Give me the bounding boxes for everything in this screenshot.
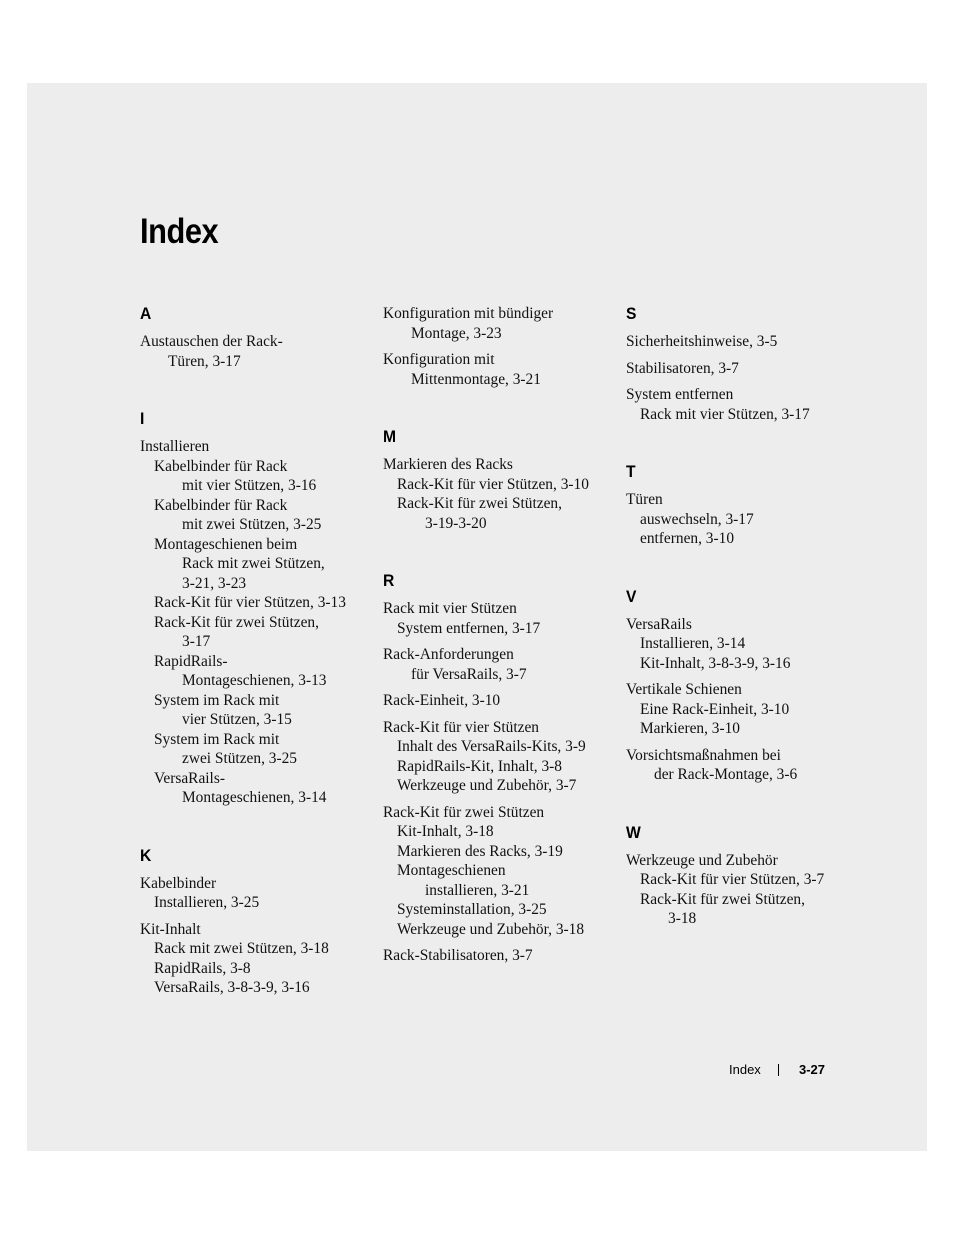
index-subterm: Rack mit vier Stützen, 3-17 — [640, 405, 810, 423]
index-subterm: installieren, 3-21 — [425, 881, 530, 899]
index-entry — [383, 455, 613, 533]
index-subterm: mit vier Stützen, 3-16 — [182, 477, 317, 494]
index-subterm: Systeminstallation, 3-25 — [397, 901, 547, 918]
index-term: Kit-Inhalt — [140, 920, 201, 938]
index-column-3 — [626, 304, 866, 936]
index-subterm: Installieren, 3-25 — [154, 894, 260, 911]
index-subterm: VersaRails- — [154, 769, 225, 787]
footer-divider — [778, 1064, 779, 1076]
footer-page-number: 3-27 — [799, 1062, 826, 1077]
index-subterm: Rack-Kit für vier Stützen, 3-7 — [640, 871, 825, 888]
index-subterm: 3-17 — [182, 633, 211, 650]
index-term: Installieren — [140, 438, 210, 455]
index-subterm: Rack-Kit für zwei Stützen, — [397, 495, 562, 512]
index-subterm: 3-18 — [668, 910, 697, 927]
index-entry — [140, 874, 370, 913]
page-title: Index — [140, 212, 219, 251]
index-term: Rack-Kit für zwei Stützen — [383, 803, 545, 821]
index-subterm: zwei Stützen, 3-25 — [182, 750, 297, 767]
index-term: Konfiguration mit bündiger — [383, 305, 554, 322]
index-subterm: Rack mit zwei Stützen, 3-18 — [154, 940, 329, 957]
index-subterm: Montageschienen — [397, 862, 506, 879]
index-term: Konfiguration mit — [383, 351, 495, 368]
index-subterm: Eine Rack-Einheit, 3-10 — [640, 700, 790, 718]
index-letter-heading: W — [626, 822, 641, 842]
index-subterm: RapidRails-Kit, Inhalt, 3-8 — [397, 757, 562, 775]
index-term: Markieren des Racks — [383, 456, 513, 473]
index-entry — [383, 691, 613, 711]
index-subterm: auswechseln, 3-17 — [640, 510, 754, 528]
index-subterm: vier Stützen, 3-15 — [182, 711, 292, 728]
index-subterm: Mittenmontage, 3-21 — [411, 370, 541, 388]
index-letter-heading: T — [626, 462, 636, 481]
index-entry — [383, 946, 613, 966]
index-term: Werkzeuge und Zubehör — [626, 851, 778, 869]
index-subterm: Montage, 3-23 — [411, 324, 502, 342]
index-letter-heading: K — [140, 845, 152, 865]
index-subterm: Markieren des Racks, 3-19 — [397, 842, 563, 860]
index-entry — [626, 385, 866, 424]
index-letter-heading: M — [383, 427, 397, 446]
index-subterm: RapidRails- — [154, 652, 228, 670]
index-term: Rack-Stabilisatoren, 3-7 — [383, 947, 533, 964]
index-letter-heading: S — [626, 304, 637, 323]
index-subterm: VersaRails, 3-8-3-9, 3-16 — [154, 979, 310, 996]
index-term: Türen — [626, 491, 663, 508]
index-entry — [626, 851, 866, 929]
index-entry — [140, 920, 370, 998]
index-letter-heading: R — [383, 571, 395, 590]
index-subterm: Inhalt des VersaRails-Kits, 3-9 — [397, 738, 586, 755]
index-entry — [383, 718, 613, 796]
index-subterm: Rack-Kit für vier Stützen, 3-13 — [154, 594, 346, 611]
index-subterm: System im Rack mit — [154, 691, 280, 709]
index-entry — [383, 304, 613, 343]
index-subterm: entfernen, 3-10 — [640, 530, 735, 547]
index-subterm: Rack mit zwei Stützen, — [182, 555, 325, 572]
index-entry — [626, 746, 866, 785]
index-subterm: Montageschienen, 3-13 — [182, 672, 327, 689]
index-subterm: System im Rack mit — [154, 730, 280, 748]
index-subterm: Türen, 3-17 — [168, 352, 241, 370]
index-subterm: 3-19-3-20 — [425, 514, 487, 532]
index-term: Rack mit vier Stützen — [383, 600, 517, 617]
index-letter-heading: I — [140, 409, 145, 428]
index-subterm: Werkzeuge und Zubehör, 3-7 — [397, 777, 577, 794]
index-entry — [626, 680, 866, 739]
index-subterm: der Rack-Montage, 3-6 — [654, 766, 798, 783]
index-term: Vorsichtsmaßnahmen bei — [626, 746, 781, 764]
index-entry — [383, 599, 613, 638]
index-subterm: Montageschienen beim — [154, 535, 298, 553]
index-entry — [626, 332, 866, 352]
index-subterm: Markieren, 3-10 — [640, 720, 741, 737]
index-column-1 — [140, 304, 370, 1005]
index-subterm: Rack-Kit für vier Stützen, 3-10 — [397, 475, 589, 493]
index-subterm: Werkzeuge und Zubehör, 3-18 — [397, 920, 585, 938]
index-subterm: Installieren, 3-14 — [640, 635, 746, 652]
index-term: System entfernen — [626, 386, 734, 403]
index-term: Rack-Kit für vier Stützen — [383, 718, 539, 736]
index-term: Austauschen der Rack- — [140, 333, 283, 350]
index-subterm: Rack-Kit für zwei Stützen, — [640, 890, 805, 908]
index-entry — [626, 490, 866, 549]
index-subterm: RapidRails, 3-8 — [154, 959, 251, 977]
index-entry — [383, 645, 613, 684]
index-entry — [626, 615, 866, 674]
index-term: Kabelbinder — [140, 874, 217, 892]
index-entry — [140, 332, 370, 371]
index-term: Rack-Einheit, 3-10 — [383, 692, 501, 709]
index-subterm: Montageschienen, 3-14 — [182, 789, 327, 806]
index-letter-heading: V — [626, 586, 637, 606]
index-subterm: Kabelbinder für Rack — [154, 496, 288, 514]
index-subterm: Kit-Inhalt, 3-18 — [397, 823, 494, 840]
index-column-2 — [383, 304, 613, 973]
index-subterm: Kit-Inhalt, 3-8-3-9, 3-16 — [640, 654, 791, 672]
index-term: Sicherheitshinweise, 3-5 — [626, 333, 778, 350]
index-entry — [383, 350, 613, 389]
index-subterm: mit zwei Stützen, 3-25 — [182, 516, 322, 533]
index-term: Stabilisatoren, 3-7 — [626, 359, 739, 377]
index-subterm: System entfernen, 3-17 — [397, 619, 541, 637]
index-entry — [383, 803, 613, 940]
index-entry — [626, 359, 866, 379]
footer-section-label: Index — [729, 1062, 761, 1077]
index-subterm: für VersaRails, 3-7 — [411, 665, 527, 683]
index-letter-heading: A — [140, 304, 152, 323]
index-subterm: 3-21, 3-23 — [182, 574, 247, 592]
index-subterm: Rack-Kit für zwei Stützen, — [154, 613, 319, 631]
index-term: Vertikale Schienen — [626, 681, 742, 698]
index-term: VersaRails — [626, 615, 692, 633]
index-entry — [140, 437, 370, 808]
index-subterm: Kabelbinder für Rack — [154, 457, 288, 475]
index-term: Rack-Anforderungen — [383, 646, 514, 663]
